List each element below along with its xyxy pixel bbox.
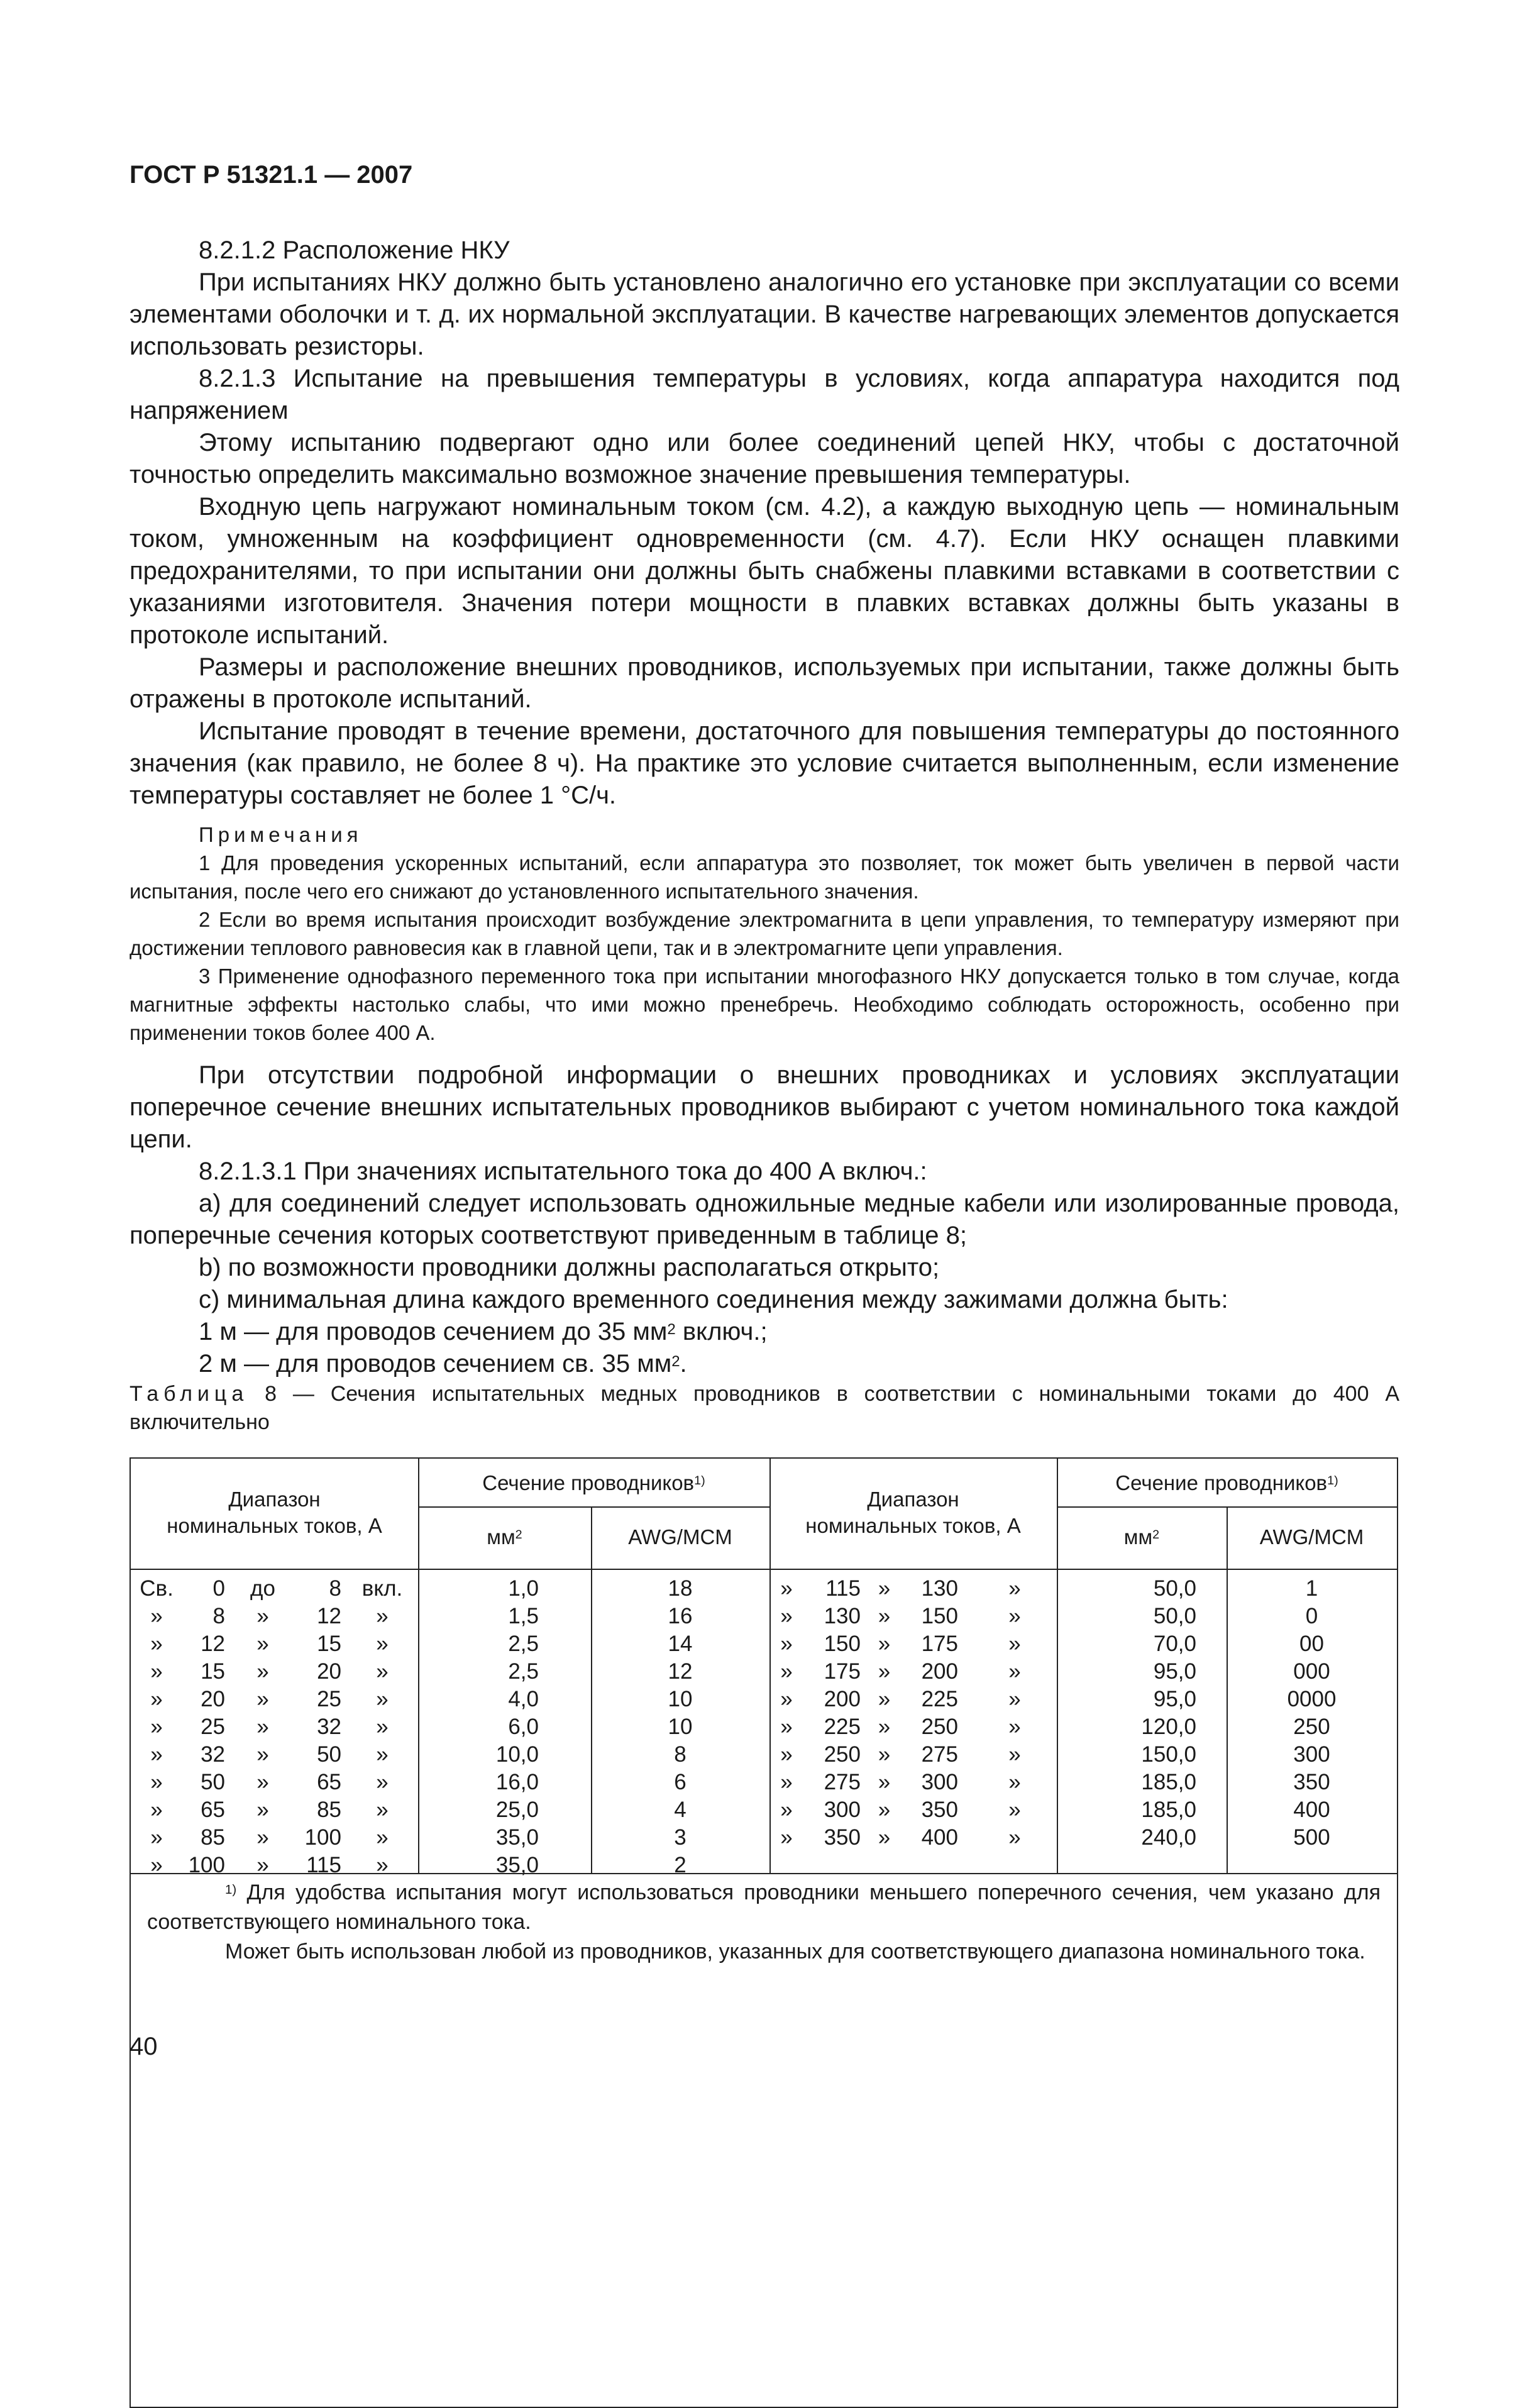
range-from: 115 (825, 1576, 861, 1601)
range-from: 250 (824, 1742, 861, 1767)
section-mm2: 50,0 (1153, 1576, 1196, 1601)
range-separator: » (878, 1742, 891, 1767)
superscript: 2 (671, 1353, 680, 1370)
section-mm2: 16,0 (495, 1770, 539, 1794)
range-suffix: » (1008, 1687, 1021, 1711)
range-to: 130 (921, 1576, 958, 1601)
section-awg: 4 (674, 1798, 687, 1822)
range-prefix: Св. (140, 1576, 174, 1601)
section-awg: 14 (668, 1632, 693, 1656)
superscript: 2 (667, 1321, 676, 1338)
range-suffix: » (1008, 1825, 1021, 1850)
paragraph: 8.2.1.3 Испытание на превышения температуры в условиях, когда аппаратура находится под напряжением (130, 365, 1399, 424)
range-from: 175 (824, 1659, 861, 1684)
section-mm2: 95,0 (1153, 1687, 1196, 1711)
section-mm2: 185,0 (1141, 1798, 1196, 1822)
section-awg: 3 (674, 1825, 687, 1850)
section-awg: 12 (668, 1659, 693, 1684)
range-from: 225 (824, 1715, 861, 1739)
range-to: 150 (921, 1604, 958, 1628)
section-awg: 6 (674, 1770, 687, 1794)
range-suffix: » (376, 1659, 389, 1684)
paragraph: При испытаниях НКУ должно быть установлено аналогично его установке при эксплуатации со всеми элементами оболочки и т. д. их нормальной эксплуатации. В качестве нагревающих элементов допускается использовать резисторы. (130, 268, 1399, 360)
note-item: 1 Для проведения ускоренных испытаний, если аппаратура это позволяет, ток может быть увеличен в первой части испытания, после чего его снижают до установленного испытательного значения. (130, 851, 1399, 903)
range-prefix: » (150, 1715, 163, 1739)
range-suffix: » (376, 1742, 389, 1767)
range-to: 8 (329, 1576, 341, 1601)
table-caption-text: 8 — Сечения испытательных медных проводников в соответствии с номинальными токами до 400 А включительно (130, 1382, 1399, 1434)
paragraph: Входную цепь нагружают номинальным током (см. 4.2), а каждую выходную цепь — номинальным током, умноженным на коэффициент одновременности (см. 4.7). Если НКУ оснащен плавкими предохранителями, то при испытании они должны быть снабжены плавкими вставками в соответствии с указаниями изготовителя. Значения потери мощности в плавких вставках должны быть указаны в протоколе испытаний. (130, 493, 1399, 649)
range-suffix: » (376, 1715, 389, 1739)
length-line-1 (130, 1316, 1399, 1348)
table-row (131, 1630, 769, 1658)
paragraph: Размеры и расположение внешних проводников, используемых при испытании, также должны быть отражены в протоколе испытаний. (130, 653, 1399, 713)
section-mm2: 4,0 (508, 1687, 539, 1711)
range-prefix: » (150, 1825, 163, 1850)
superscript: 1) (694, 1474, 705, 1488)
table-footnote (131, 1873, 1397, 1967)
paragraph: 8.2.1.2 Расположение НКУ (199, 236, 510, 264)
range-from: 100 (188, 1853, 225, 1877)
header-text: Сечение проводников (482, 1471, 695, 1494)
section-awg: 2 (674, 1853, 687, 1877)
header-awg-left: AWG/MCM (628, 1525, 732, 1549)
footnote-marker: 1) (225, 1883, 237, 1897)
range-prefix: » (150, 1798, 163, 1822)
table-row (131, 1686, 769, 1713)
range-from: 32 (201, 1742, 225, 1767)
section-awg: 500 (1293, 1825, 1330, 1850)
section-awg: 250 (1293, 1715, 1330, 1739)
range-separator: » (256, 1659, 269, 1684)
table-row (131, 1658, 769, 1686)
header-range-right (769, 1486, 1057, 1539)
table-row (769, 1824, 1397, 1852)
header-mm2-left (418, 1524, 591, 1550)
table-row (769, 1630, 1397, 1658)
section-awg: 0000 (1287, 1687, 1337, 1711)
range-to: 250 (921, 1715, 958, 1739)
range-suffix: » (1008, 1715, 1021, 1739)
section-mm2: 6,0 (508, 1715, 539, 1739)
range-separator: » (878, 1604, 891, 1628)
range-separator: » (878, 1659, 891, 1684)
list-item: b) по возможности проводники должны располагаться открыто; (199, 1254, 940, 1281)
range-to: 32 (317, 1715, 341, 1739)
section-awg: 300 (1293, 1742, 1330, 1767)
length-text: включ.; (675, 1318, 768, 1345)
table-row (769, 1603, 1397, 1630)
range-to: 225 (921, 1687, 958, 1711)
header-text: мм (487, 1525, 516, 1549)
header-text: Диапазон (867, 1488, 959, 1511)
range-suffix: » (1008, 1742, 1021, 1767)
section-mm2: 2,5 (508, 1632, 539, 1656)
notes-title: Примечания (199, 823, 363, 846)
section-mm2: 35,0 (495, 1853, 539, 1877)
range-from: 85 (201, 1825, 225, 1850)
range-separator: » (256, 1632, 269, 1656)
length-text: 1 м — для проводов сечением до 35 мм (199, 1318, 668, 1345)
range-to: 400 (921, 1825, 958, 1850)
range-to: 12 (317, 1604, 341, 1628)
range-separator: » (878, 1715, 891, 1739)
note-item: 2 Если во время испытания происходит возбуждение электромагнита в цепи управления, то температуру измеряют при достижении теплового равновесия как в главной цепи, так и в электромагните цепи управления. (130, 908, 1399, 959)
range-to: 100 (304, 1825, 341, 1850)
range-suffix: » (376, 1687, 389, 1711)
header-range-left (131, 1486, 418, 1539)
range-separator: до (250, 1576, 275, 1601)
range-to: 200 (921, 1659, 958, 1684)
range-prefix: » (780, 1604, 793, 1628)
section-mm2: 35,0 (495, 1825, 539, 1850)
section-mm2: 120,0 (1141, 1715, 1196, 1739)
range-separator: » (878, 1798, 891, 1822)
range-suffix: » (1008, 1798, 1021, 1822)
range-from: 275 (824, 1770, 861, 1794)
range-from: 300 (824, 1798, 861, 1822)
section-mm2: 150,0 (1141, 1742, 1196, 1767)
range-to: 15 (317, 1632, 341, 1656)
range-separator: » (878, 1687, 891, 1711)
header-text: Диапазон (228, 1488, 321, 1511)
range-separator: » (878, 1825, 891, 1850)
range-prefix: » (780, 1659, 793, 1684)
range-prefix: » (150, 1853, 163, 1877)
length-text: . (680, 1350, 687, 1378)
superscript: 2 (1152, 1528, 1160, 1542)
header-text: Сечение проводников (1115, 1471, 1328, 1494)
range-suffix: » (376, 1853, 389, 1877)
table-row (769, 1575, 1397, 1603)
superscript: 2 (515, 1528, 522, 1542)
section-awg: 000 (1293, 1659, 1330, 1684)
after-notes-text (130, 1059, 1399, 1380)
superscript: 1) (1327, 1474, 1338, 1488)
table-caption-lead: Таблица (130, 1382, 249, 1406)
table-row (769, 1713, 1397, 1741)
range-prefix: » (780, 1742, 793, 1767)
paragraph: Испытание проводят в течение времени, достаточного для повышения температуры до постоянного значения (как правило, не более 8 ч). На практике это условие считается выполненным, если изменение температуры составляет не более 1 °С/ч. (130, 717, 1399, 809)
table-row (769, 1796, 1397, 1824)
section-awg: 18 (668, 1576, 693, 1601)
range-separator: » (256, 1687, 269, 1711)
range-suffix: » (1008, 1770, 1021, 1794)
range-prefix: » (150, 1742, 163, 1767)
range-prefix: » (780, 1798, 793, 1822)
range-from: 50 (201, 1770, 225, 1794)
section-awg: 400 (1293, 1798, 1330, 1822)
range-suffix: » (1008, 1604, 1021, 1628)
note-item: 3 Применение однофазного переменного тока при испытании многофазного НКУ допускается только в том случае, когда магнитные эффекты настолько слабы, что ими можно пренебречь. Необходимо соблюдать осторожность, особенно при применении токов более 400 А. (130, 964, 1399, 1044)
range-prefix: » (780, 1770, 793, 1794)
range-to: 275 (921, 1742, 958, 1767)
range-from: 20 (201, 1687, 225, 1711)
table-row (131, 1824, 769, 1852)
range-to: 65 (317, 1770, 341, 1794)
range-suffix: » (1008, 1659, 1021, 1684)
range-from: 15 (201, 1659, 225, 1684)
range-suffix: » (376, 1632, 389, 1656)
range-prefix: » (780, 1632, 793, 1656)
paragraph: Этому испытанию подвергают одно или более соединений цепей НКУ, чтобы с достаточной точностью определить максимально возможное значение превышения температуры. (130, 429, 1399, 489)
range-to: 115 (306, 1853, 341, 1877)
range-from: 8 (212, 1604, 225, 1628)
range-separator: » (878, 1770, 891, 1794)
section-mm2: 10,0 (495, 1742, 539, 1767)
range-prefix: » (780, 1715, 793, 1739)
range-from: 25 (201, 1715, 225, 1739)
range-separator: » (256, 1770, 269, 1794)
section-awg: 16 (668, 1604, 693, 1628)
section-awg: 8 (674, 1742, 687, 1767)
range-prefix: » (150, 1659, 163, 1684)
notes-block (130, 820, 1399, 1047)
header-text: мм (1123, 1525, 1153, 1549)
range-suffix: » (376, 1604, 389, 1628)
section-mm2: 2,5 (508, 1659, 539, 1684)
range-separator: » (878, 1632, 891, 1656)
page-number: 40 (130, 2033, 158, 2060)
range-separator: » (256, 1604, 269, 1628)
footnote-text: Может быть использован любой из проводников, указанных для соответствующего диапазона номинального тока. (225, 1940, 1365, 1963)
range-to: 300 (921, 1770, 958, 1794)
range-separator: » (256, 1853, 269, 1877)
table-row (131, 1603, 769, 1630)
table-row (769, 1658, 1397, 1686)
range-separator: » (256, 1742, 269, 1767)
section-mm2: 185,0 (1141, 1770, 1196, 1794)
table-row (769, 1769, 1397, 1796)
range-from: 150 (824, 1632, 861, 1656)
range-to: 175 (921, 1632, 958, 1656)
section-awg: 350 (1293, 1770, 1330, 1794)
header-section-left (418, 1470, 769, 1496)
section-awg: 00 (1299, 1632, 1324, 1656)
range-suffix: » (376, 1798, 389, 1822)
range-prefix: » (150, 1770, 163, 1794)
length-text: 2 м — для проводов сечением св. 35 мм (199, 1350, 672, 1378)
range-prefix: » (780, 1825, 793, 1850)
header-section-right (1057, 1470, 1397, 1496)
section-mm2: 95,0 (1153, 1659, 1196, 1684)
section-mm2: 70,0 (1153, 1632, 1196, 1656)
range-to: 25 (317, 1687, 341, 1711)
range-prefix: » (150, 1632, 163, 1656)
section-awg: 10 (668, 1687, 693, 1711)
section-awg: 10 (668, 1715, 693, 1739)
range-prefix: » (150, 1687, 163, 1711)
length-line-2 (130, 1348, 1399, 1380)
range-suffix: » (376, 1825, 389, 1850)
section-mm2: 25,0 (495, 1798, 539, 1822)
list-item: c) минимальная длина каждого временного соединения между зажимами должна быть: (199, 1286, 1228, 1313)
range-suffix: » (1008, 1576, 1021, 1601)
table-caption (130, 1380, 1399, 1437)
range-from: 200 (824, 1687, 861, 1711)
range-prefix: » (780, 1576, 793, 1601)
section-mm2: 240,0 (1141, 1825, 1196, 1850)
range-from: 350 (824, 1825, 861, 1850)
list-item: a) для соединений следует использовать одножильные медные кабели или изолированные провода, поперечные сечения которых соответствуют приведенным в таблице 8; (130, 1190, 1399, 1249)
range-prefix: » (780, 1687, 793, 1711)
range-suffix: вкл. (361, 1576, 403, 1601)
header-awg-right: AWG/MCM (1259, 1525, 1364, 1549)
range-to: 20 (317, 1659, 341, 1684)
section-awg: 0 (1305, 1604, 1318, 1628)
paragraph: При отсутствии подробной информации о внешних проводниках и условиях эксплуатации поперечное сечение внешних испытательных проводников выбирают с учетом номинального тока каждой цепи. (130, 1061, 1399, 1153)
range-separator: » (256, 1825, 269, 1850)
range-separator: » (256, 1715, 269, 1739)
table-row (769, 1741, 1397, 1769)
header-text: номинальных токов, А (167, 1514, 382, 1537)
table-row (131, 1741, 769, 1769)
table-row (131, 1769, 769, 1796)
document-header: ГОСТ Р 51321.1 — 2007 (130, 161, 413, 189)
body-text (130, 235, 1399, 1380)
range-separator: » (256, 1798, 269, 1822)
range-to: 350 (921, 1798, 958, 1822)
range-from: 12 (201, 1632, 225, 1656)
section-awg: 1 (1305, 1576, 1318, 1601)
section-mm2: 50,0 (1153, 1604, 1196, 1628)
range-prefix: » (150, 1604, 163, 1628)
range-to: 50 (317, 1742, 341, 1767)
table-row (131, 1575, 769, 1603)
range-from: 130 (824, 1604, 861, 1628)
range-to: 85 (317, 1798, 341, 1822)
range-separator: » (878, 1576, 891, 1601)
range-from: 0 (212, 1576, 225, 1601)
range-from: 65 (201, 1798, 225, 1822)
section-mm2: 1,5 (508, 1604, 539, 1628)
header-text: номинальных токов, А (805, 1514, 1021, 1537)
conductor-table (130, 1457, 1398, 2408)
table-row (131, 1713, 769, 1741)
range-suffix: » (1008, 1632, 1021, 1656)
header-mm2-right (1057, 1524, 1227, 1550)
paragraph: 8.2.1.3.1 При значениях испытательного тока до 400 А включ.: (199, 1157, 927, 1185)
section-mm2: 1,0 (508, 1576, 539, 1601)
footnote-text: Для удобства испытания могут использоваться проводники меньшего поперечного сечения, чем указано для соответствующего номинального тока. (147, 1881, 1381, 1934)
table-row (131, 1796, 769, 1824)
range-suffix: » (376, 1770, 389, 1794)
table-row (769, 1686, 1397, 1713)
